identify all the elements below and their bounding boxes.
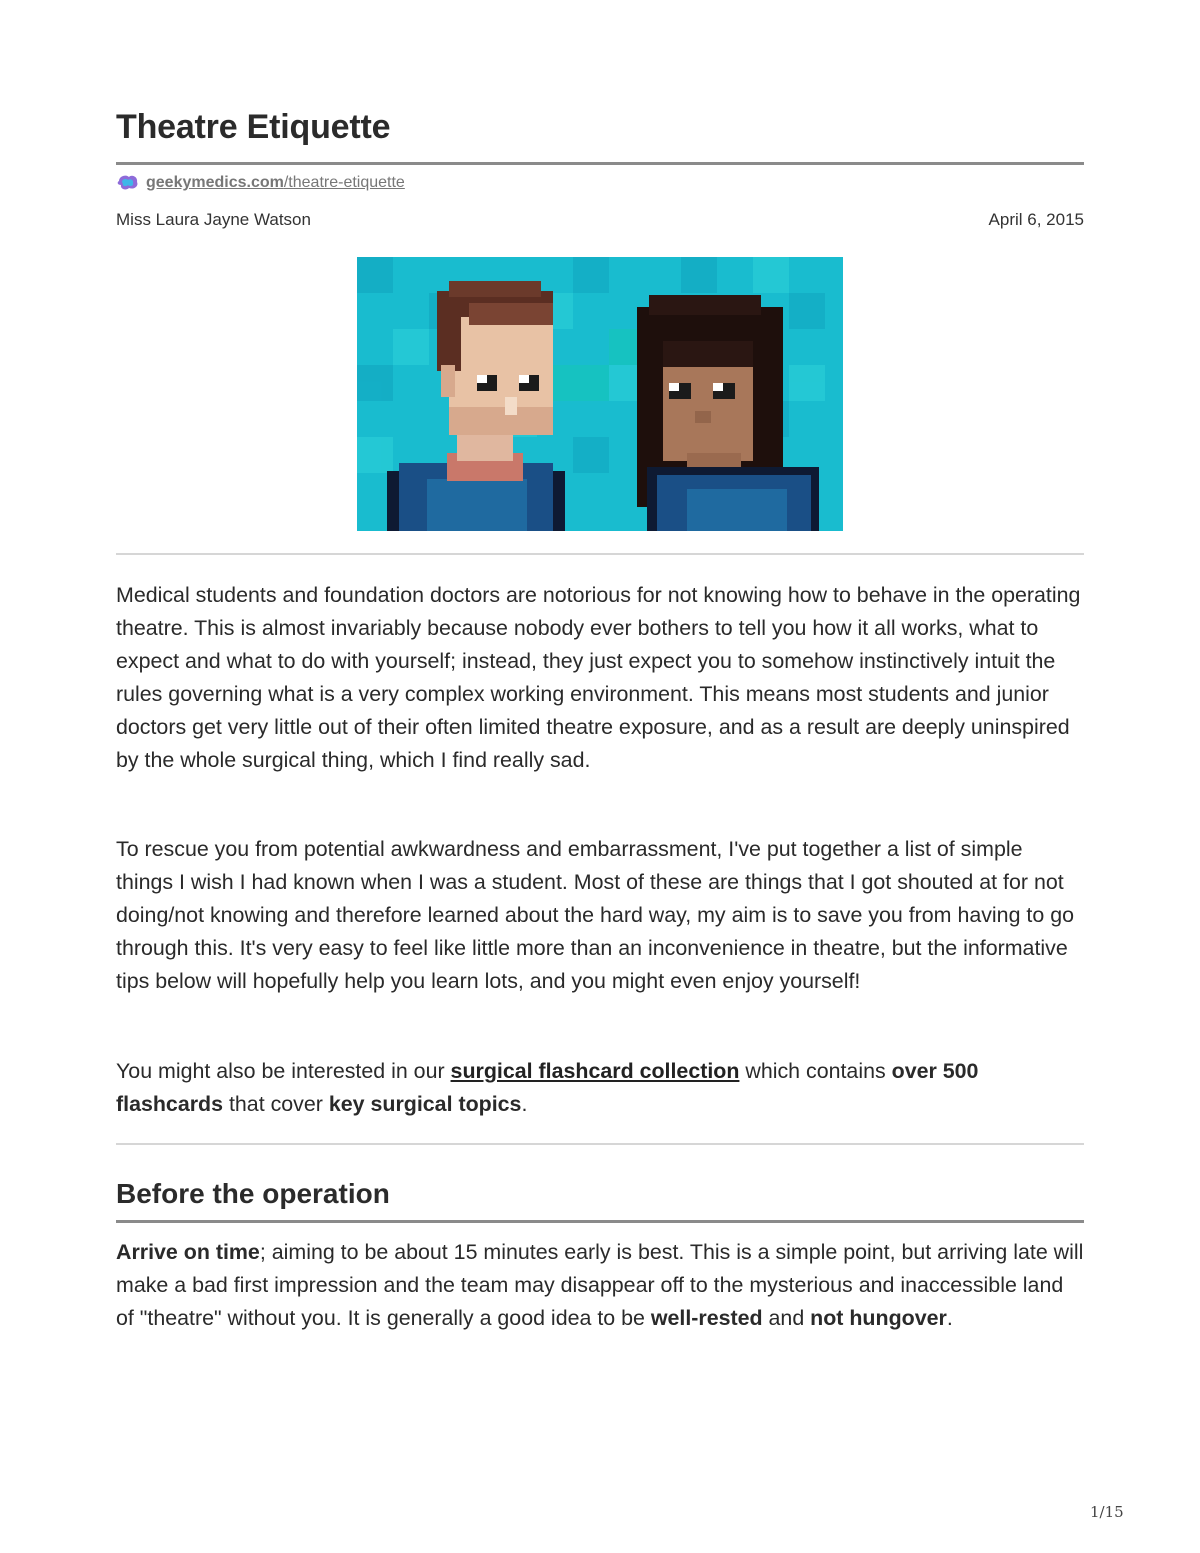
text-fragment: . (946, 1306, 953, 1330)
section-paragraph (116, 1236, 1084, 1335)
image-divider (116, 553, 1084, 555)
text-fragment: which contains (739, 1059, 892, 1083)
bold-fragment: Arrive on time (116, 1240, 260, 1264)
bold-fragment: not hungover (810, 1306, 947, 1330)
hero-image (357, 257, 843, 531)
bold-fragment: well-rested (650, 1306, 763, 1330)
title-divider (116, 162, 1084, 165)
surgical-flashcard-link[interactable]: surgical flashcard collection (450, 1059, 740, 1083)
source-path: /theatre-etiquette (283, 174, 405, 191)
publish-date: April 6, 2015 (988, 210, 1084, 229)
source-link[interactable] (146, 174, 405, 192)
heading-divider (116, 1220, 1084, 1223)
intro-paragraph-3 (116, 1055, 1084, 1121)
text-fragment: and (762, 1306, 811, 1330)
geekymedics-logo-icon (116, 173, 140, 193)
source-link-row (116, 173, 405, 193)
section-divider (116, 1143, 1084, 1145)
article-title: Theatre Etiquette (116, 108, 391, 146)
byline (116, 210, 1084, 230)
bold-fragment: key surgical topics (328, 1092, 522, 1116)
bold-fragment: over 500 flashcards (116, 1059, 979, 1116)
section-heading: Before the operation (116, 1178, 390, 1209)
text-fragment: ; aiming to be about 15 minutes early is best. This is a simple point, but arriving late will make a bad first impression and the team may disappear off to the mysterious and inaccessible land of "theatre" without you. It is generally a good idea to be (116, 1240, 1084, 1330)
text-fragment: . (521, 1092, 528, 1116)
text-fragment: that cover (223, 1092, 329, 1116)
page-number: 1/15 (1090, 1503, 1124, 1521)
text-fragment: You might also be interested in our (116, 1059, 451, 1083)
source-domain: geekymedics.com (146, 174, 284, 191)
intro-paragraph-1: Medical students and foundation doctors are notorious for not knowing how to behave in the operating theatre. This is almost invariably because nobody ever bothers to tell you how it all works, what to expect and what to do with yourself; instead, they just expect you to somehow instinctively intuit the rules governing what is a very complex working environment. This means most students and junior doctors get very little out of their often limited theatre exposure, and as a result are deeply uninspired by the whole surgical thing, which I find really sad. (116, 583, 1081, 772)
intro-paragraph-2: To rescue you from potential awkwardness and embarrassment, I've put together a list of simple things I wish I had known when I was a student. Most of these are things that I got shouted at for not doing/not knowing and therefore learned about the hard way, my aim is to save you from having to go through this. It's very easy to feel like little more than an inconvenience in theatre, but the informative tips below will hopefully help you learn lots, and you might even enjoy yourself! (116, 837, 1074, 993)
author-name: Miss Laura Jayne Watson (116, 210, 311, 229)
